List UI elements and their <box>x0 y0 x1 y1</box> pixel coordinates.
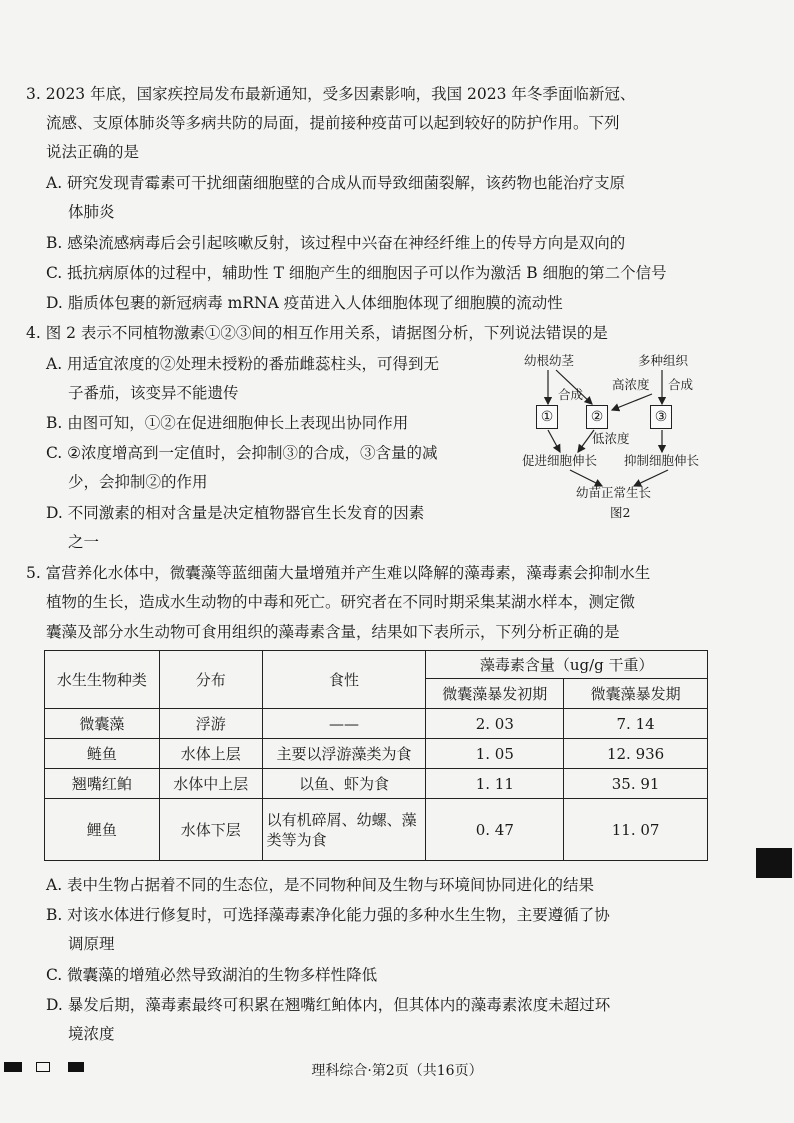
fig-label-synthesis-2: 合成 <box>668 377 694 392</box>
cell-peak: 12. 936 <box>564 739 708 769</box>
cell-species: 翘嘴红鲌 <box>45 769 160 799</box>
cell-species: 鲢鱼 <box>45 739 160 769</box>
q5-option-d-line1: D. 暴发后期，藻毒素最终可积累在翘嘴红鲌体内，但其体内的藻毒素浓度未超过环 <box>46 996 611 1014</box>
fig-label-low-conc: 低浓度 <box>592 431 630 446</box>
fig-hormone-3: ③ <box>650 405 672 429</box>
cell-diet: 以鱼、虾为食 <box>262 769 426 799</box>
fig-label-promote: 促进细胞伸长 <box>522 453 598 468</box>
fig-hormone-1: ① <box>536 405 558 429</box>
cell-dist: 浮游 <box>159 709 262 739</box>
figure-2-hormone-diagram <box>520 348 720 524</box>
q5-option-c: C. 微囊藻的增殖必然导致湖泊的生物多样性降低 <box>46 966 378 984</box>
fig-label-normal-growth: 幼苗正常生长 <box>576 485 652 500</box>
q3-option-b: B. 感染流感病毒后会引起咳嗽反射，该过程中兴奋在神经纤维上的传导方向是双向的 <box>46 234 626 252</box>
cell-species: 鲤鱼 <box>45 799 160 861</box>
cell-diet: —— <box>262 709 426 739</box>
q3-stem-line1: 3. 2023 年底，国家疾控局发布最新通知，受多因素影响，我国 2023 年冬季面临新冠、 <box>26 85 636 103</box>
fig-label-root-stem: 幼根幼茎 <box>524 353 575 368</box>
page-edge-marker <box>756 848 792 878</box>
q3-stem-line2: 流感、支原体肺炎等多病共防的局面，提前接种疫苗可以起到较好的防护作用。下列 <box>46 114 620 132</box>
q3-stem-line3: 说法正确的是 <box>46 143 140 161</box>
q4-option-b: B. 由图可知，①②在促进细胞伸长上表现出协同作用 <box>46 414 409 432</box>
table-row <box>45 799 708 861</box>
table-row <box>45 739 708 769</box>
table-row <box>45 709 708 739</box>
q5-stem-line1: 5. 富营养化水体中，微囊藻等蓝细菌大量增殖并产生难以降解的藻毒素，藻毒素会抑制水生 <box>26 564 651 582</box>
cell-dist: 水体上层 <box>159 739 262 769</box>
q5-option-b-line2: 调原理 <box>68 935 115 953</box>
cell-dist: 水体下层 <box>159 799 262 861</box>
cell-dist: 水体中上层 <box>159 769 262 799</box>
q4-option-d-line2: 之一 <box>68 533 100 551</box>
cell-peak: 7. 14 <box>564 709 708 739</box>
th-toxin: 藻毒素含量（ug/g 干重） <box>426 651 708 679</box>
q3-option-d: D. 脂质体包裹的新冠病毒 mRNA 疫苗进入人体细胞体现了细胞膜的流动性 <box>46 294 563 312</box>
q4-option-a-line2: 子番茄，该变异不能遗传 <box>68 384 239 402</box>
fig-label-tissues: 多种组织 <box>638 353 689 368</box>
q5-option-d-line2: 境浓度 <box>68 1025 115 1043</box>
page-footer: 理科综合·第2页（共16页） <box>311 1063 483 1079</box>
cell-early: 0. 47 <box>426 799 564 861</box>
fig-label-high-conc: 高浓度 <box>612 377 650 392</box>
q4-option-d-line1: D. 不同激素的相对含量是决定植物器官生长发育的因素 <box>46 504 425 522</box>
q5-stem-line2: 植物的生长，造成水生动物的中毒和死亡。研究者在不同时期采集某湖水样本，测定微 <box>46 593 636 611</box>
cell-early: 2. 03 <box>426 709 564 739</box>
cell-diet: 主要以浮游藻类为食 <box>262 739 426 769</box>
cell-peak: 11. 07 <box>564 799 708 861</box>
cell-peak: 35. 91 <box>564 769 708 799</box>
toxin-table <box>44 650 708 861</box>
fig-label-inhibit: 抑制细胞伸长 <box>624 453 700 468</box>
q3-option-a-line1: A. 研究发现青霉素可干扰细菌细胞壁的合成从而导致细菌裂解，该药物也能治疗支原 <box>46 174 626 192</box>
q4-option-c-line2: 少，会抑制②的作用 <box>68 473 208 491</box>
q5-option-a: A. 表中生物占据着不同的生态位，是不同物种间及生物与环境间协同进化的结果 <box>46 876 595 894</box>
th-distribution: 分布 <box>159 651 262 709</box>
th-peak: 微囊藻暴发期 <box>564 679 708 709</box>
th-diet: 食性 <box>262 651 426 709</box>
cell-early: 1. 11 <box>426 769 564 799</box>
q4-option-a-line1: A. 用适宜浓度的②处理未授粉的番茄雌蕊柱头，可得到无 <box>46 355 440 373</box>
q3-option-c: C. 抵抗病原体的过程中，辅助性 T 细胞产生的细胞因子可以作为激活 B 细胞的第二个信号 <box>46 264 667 282</box>
q5-stem-line3: 囊藻及部分水生动物可食用组织的藻毒素含量，结果如下表所示，下列分析正确的是 <box>46 623 620 641</box>
cell-early: 1. 05 <box>426 739 564 769</box>
q4-option-c-line1: C. ②浓度增高到一定值时，会抑制③的合成，③含量的减 <box>46 444 438 462</box>
fig-label-synthesis-1: 合成 <box>558 387 584 402</box>
cell-diet: 以有机碎屑、幼螺、藻类等为食 <box>262 799 426 861</box>
q5-option-b-line1: B. 对该水体进行修复时，可选择藻毒素净化能力强的多种水生生物，主要遵循了协 <box>46 906 610 924</box>
th-species: 水生生物种类 <box>45 651 160 709</box>
cell-species: 微囊藻 <box>45 709 160 739</box>
fig-hormone-2: ② <box>586 405 608 429</box>
th-early: 微囊藻暴发初期 <box>426 679 564 709</box>
table-row <box>45 769 708 799</box>
q4-stem: 4. 图 2 表示不同植物激素①②③间的相互作用关系，请据图分析，下列说法错误的是 <box>26 324 608 342</box>
fig-caption: 图2 <box>610 505 631 520</box>
q3-option-a-line2: 体肺炎 <box>68 203 115 221</box>
